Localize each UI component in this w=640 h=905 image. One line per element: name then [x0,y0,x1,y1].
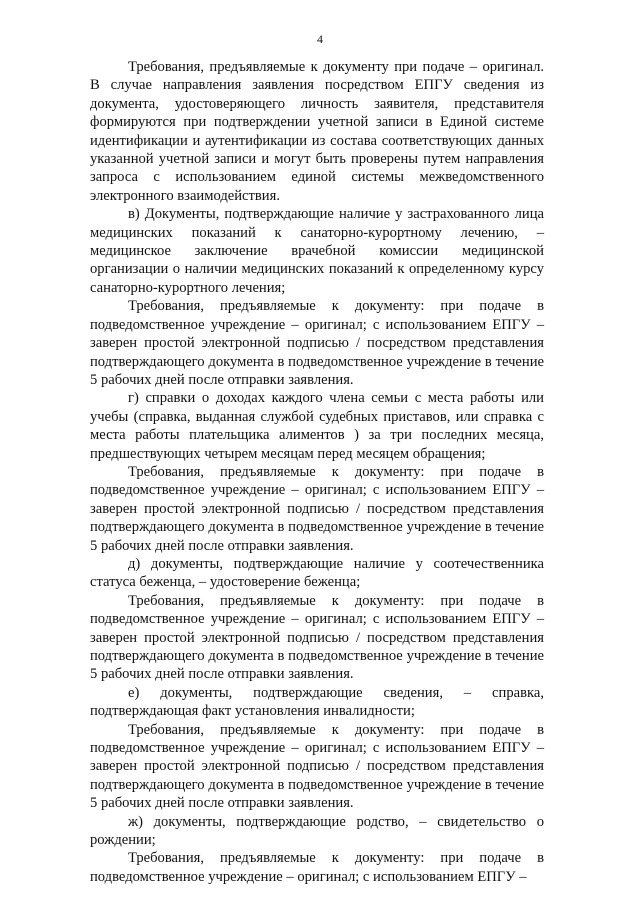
paragraph-requirements: Требования, предъявляемые к документу: при подаче в подведомственное учреждение – оригинал; с использованием ЕПГУ – заверен простой электронной подписью / посредством представления подтверждающего документа в подведомственное учреждение в течение 5 рабочих дней после отправки заявления. [90,463,544,554]
paragraph-requirements: Требования, предъявляемые к документу: при подаче в подведомственное учреждение – оригинал; с использованием ЕПГУ – заверен простой электронной подписью / посредством представления подтверждающего документа в подведомственное учреждение в течение 5 рабочих дней после отправки заявления. [90,721,544,812]
paragraph-requirements: Требования, предъявляемые к документу: при подаче в подведомственное учреждение – оригинал; с использованием ЕПГУ – [90,850,544,885]
paragraph-item-d-refugee-status: д) документы, подтверждающие наличие у соотечественника статуса беженца, – удостоверение беженца; [90,555,544,591]
document-body [90,58,544,886]
paragraph-item-g-income-certificates: г) справки о доходах каждого члена семьи с места работы или учебы (справка, выданная службой судебных приставов, или справка с места работы плательщика алиментов ) за три последних месяца, предшествующих четырем месяцам перед месяцем обращения; [90,390,544,462]
page-number: 4 [317,32,323,46]
paragraph-requirements-original-epgu: Требования, предъявляемые к документу при подаче – оригинал. В случае направления заявления посредством ЕПГУ сведения из документа, удостоверяющего личность заявителя, представителя формируются при подтверждении учетной записи в Единой системе идентификации и аутентификации из состава соответствующих данных указанной учетной записи и могут быть проверены путем направления запроса с использованием единой системы межведомственного электронного взаимодействия. [90,59,544,204]
paragraph-requirements: Требования, предъявляемые к документу: при подаче в подведомственное учреждение – оригинал; с использованием ЕПГУ – заверен простой электронной подписью / посредством представления подтверждающего документа в подведомственное учреждение в течение 5 рабочих дней после отправки заявления. [90,298,544,388]
paragraph-item-e-disability: е) документы, подтверждающие сведения, – справка, подтверждающая факт установления инвалидности; [90,684,544,720]
paragraph-requirements: Требования, предъявляемые к документу: при подаче в подведомственное учреждение – оригинал; с использованием ЕПГУ – заверен простой электронной подписью / посредством представления подтверждающего документа в подведомственное учреждение в течение 5 рабочих дней после отправки заявления. [90,592,544,683]
paragraph-item-v-medical-indications: в) Документы, подтверждающие наличие у застрахованного лица медицинских показаний к санаторно-курортному лечению, – медицинское заключение врачебной комиссии медицинской организации о наличии медицинских показаний к определенному курсу санаторно-курортного лечения; [90,206,544,296]
paragraph-item-zh-kinship: ж) документы, подтверждающие родство, – свидетельство о рождении; [90,813,544,849]
